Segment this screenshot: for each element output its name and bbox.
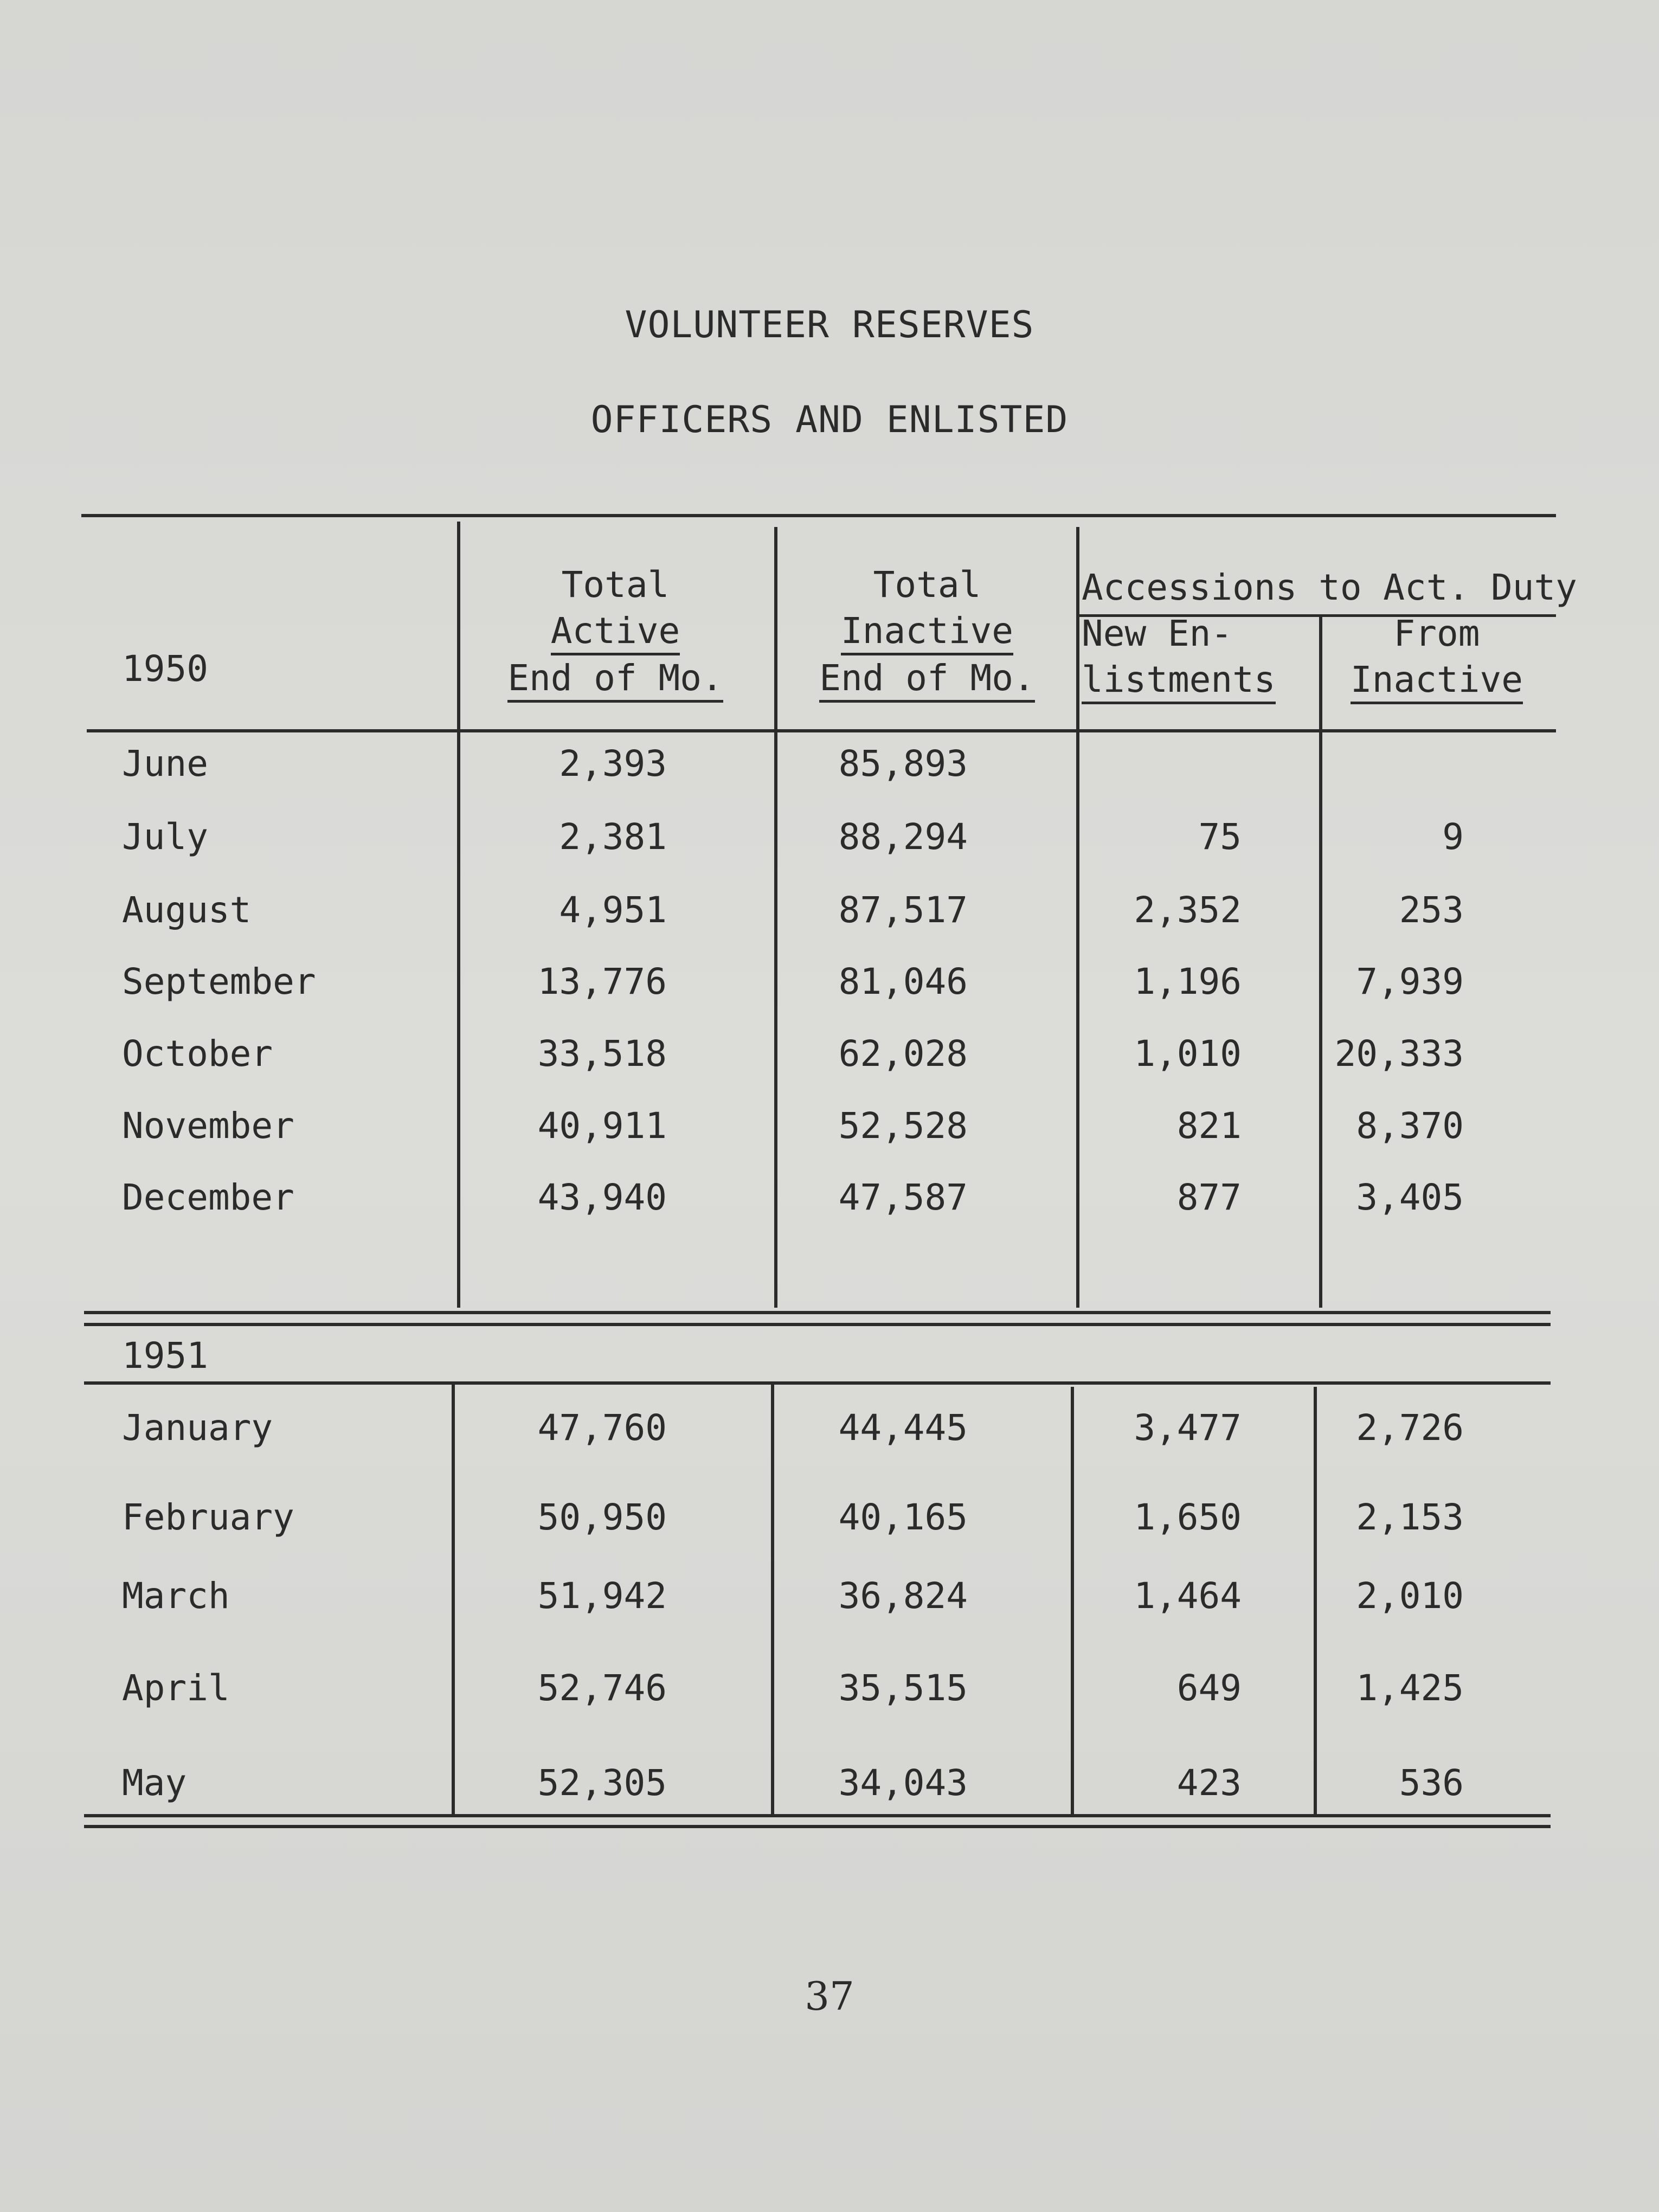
header-accessions: Accessions to Act. Duty <box>1082 567 1577 608</box>
total-inactive-cell: 44,445 <box>838 1407 968 1449</box>
new-enlistments-cell: 3,477 <box>1134 1407 1242 1449</box>
month-cell: September <box>122 961 316 1002</box>
new-enlistments-cell: 821 <box>1176 1105 1242 1147</box>
total-active-cell: 50,950 <box>537 1496 667 1538</box>
header-total-inactive-line3-text: End of Mo. <box>819 657 1034 703</box>
header-new-enlistments-line2 <box>1082 659 1276 700</box>
total-inactive-cell: 47,587 <box>838 1176 968 1218</box>
total-inactive-cell: 81,046 <box>838 961 968 1002</box>
from-inactive-cell: 536 <box>1399 1762 1464 1804</box>
top-rule <box>81 514 1556 517</box>
year-1951-label: 1951 <box>122 1335 208 1377</box>
total-inactive-cell: 85,893 <box>838 743 968 785</box>
new-enlistments-cell: 1,010 <box>1134 1033 1242 1075</box>
month-cell: December <box>122 1176 294 1218</box>
total-inactive-cell: 36,824 <box>838 1575 968 1617</box>
month-cell: June <box>122 743 208 785</box>
total-active-cell: 13,776 <box>537 961 667 1002</box>
header-year-1950: 1950 <box>122 648 208 690</box>
bottom-double-rule-1 <box>84 1814 1551 1817</box>
month-cell: February <box>122 1496 294 1538</box>
from-inactive-cell: 20,333 <box>1334 1033 1464 1075</box>
total-inactive-cell: 35,515 <box>838 1667 968 1709</box>
month-cell: April <box>122 1667 230 1709</box>
header-total-active-line3 <box>461 657 770 699</box>
header-from-inactive-line2-text: Inactive <box>1351 659 1523 704</box>
header-total-active-line2-text: Active <box>551 610 680 655</box>
header-from-inactive-line1: From <box>1393 613 1480 654</box>
from-inactive-cell: 9 <box>1442 816 1464 858</box>
total-active-cell: 4,951 <box>559 889 667 931</box>
header-total-active-line2 <box>461 610 770 652</box>
from-inactive-cell: 2,726 <box>1356 1407 1464 1449</box>
total-active-cell: 2,393 <box>559 743 667 785</box>
header-total-active-line3-text: End of Mo. <box>507 657 723 703</box>
from-inactive-cell: 8,370 <box>1356 1105 1464 1147</box>
month-cell: March <box>122 1575 230 1617</box>
from-inactive-cell: 2,010 <box>1356 1575 1464 1617</box>
month-cell: October <box>122 1033 273 1075</box>
total-active-cell: 51,942 <box>537 1575 667 1617</box>
header-total-inactive-line2 <box>778 610 1076 652</box>
month-cell: November <box>122 1105 294 1147</box>
total-inactive-cell: 34,043 <box>838 1762 968 1804</box>
total-active-cell: 47,760 <box>537 1407 667 1449</box>
from-inactive-cell: 1,425 <box>1356 1667 1464 1709</box>
new-enlistments-cell: 649 <box>1176 1667 1242 1709</box>
header-total-inactive-line2-text: Inactive <box>841 610 1013 655</box>
from-inactive-cell: 7,939 <box>1356 961 1464 1002</box>
total-inactive-cell: 52,528 <box>838 1105 968 1147</box>
from-inactive-cell: 253 <box>1399 889 1464 931</box>
header-new-enlistments-line2-text: listments <box>1082 659 1276 704</box>
header-new-enlistments-line1: New En- <box>1082 613 1233 654</box>
new-enlistments-cell: 1,196 <box>1134 961 1242 1002</box>
section-double-rule-1 <box>84 1311 1551 1314</box>
total-active-cell: 33,518 <box>537 1033 667 1075</box>
total-inactive-cell: 87,517 <box>838 889 968 931</box>
new-enlistments-cell: 1,650 <box>1134 1496 1242 1538</box>
header-total-inactive-line3 <box>778 657 1076 699</box>
from-inactive-cell: 2,153 <box>1356 1496 1464 1538</box>
new-enlistments-cell: 2,352 <box>1134 889 1242 931</box>
new-enlistments-cell: 423 <box>1176 1762 1242 1804</box>
new-enlistments-cell: 75 <box>1198 816 1242 858</box>
page-number: 37 <box>805 1973 854 2019</box>
new-enlistments-cell: 877 <box>1176 1176 1242 1218</box>
total-inactive-cell: 62,028 <box>838 1033 968 1075</box>
header-total-active-line1: Total <box>561 564 670 606</box>
new-enlistments-cell: 1,464 <box>1134 1575 1242 1617</box>
header-total-inactive-line1: Total <box>873 564 981 606</box>
month-cell: August <box>122 889 252 931</box>
table-title: VOLUNTEER RESERVES <box>625 304 1034 346</box>
col-divider-1-upper <box>457 522 460 1308</box>
month-cell: May <box>122 1762 187 1804</box>
header-bottom-rule <box>87 729 1556 732</box>
month-cell: July <box>122 816 208 858</box>
total-inactive-cell: 88,294 <box>838 816 968 858</box>
total-active-cell: 43,940 <box>537 1176 667 1218</box>
total-active-cell: 2,381 <box>559 816 667 858</box>
total-active-cell: 52,305 <box>537 1762 667 1804</box>
total-active-cell: 40,911 <box>537 1105 667 1147</box>
col-divider-1-lower <box>452 1384 455 1814</box>
bottom-double-rule-2 <box>84 1825 1551 1828</box>
month-cell: January <box>122 1407 273 1449</box>
from-inactive-cell: 3,405 <box>1356 1176 1464 1218</box>
year-1951-rule <box>84 1381 1551 1385</box>
header-from-inactive-line2 <box>1323 659 1551 700</box>
total-inactive-cell: 40,165 <box>838 1496 968 1538</box>
table-subtitle: OFFICERS AND ENLISTED <box>590 398 1069 441</box>
total-active-cell: 52,746 <box>537 1667 667 1709</box>
section-double-rule-2 <box>84 1323 1551 1326</box>
